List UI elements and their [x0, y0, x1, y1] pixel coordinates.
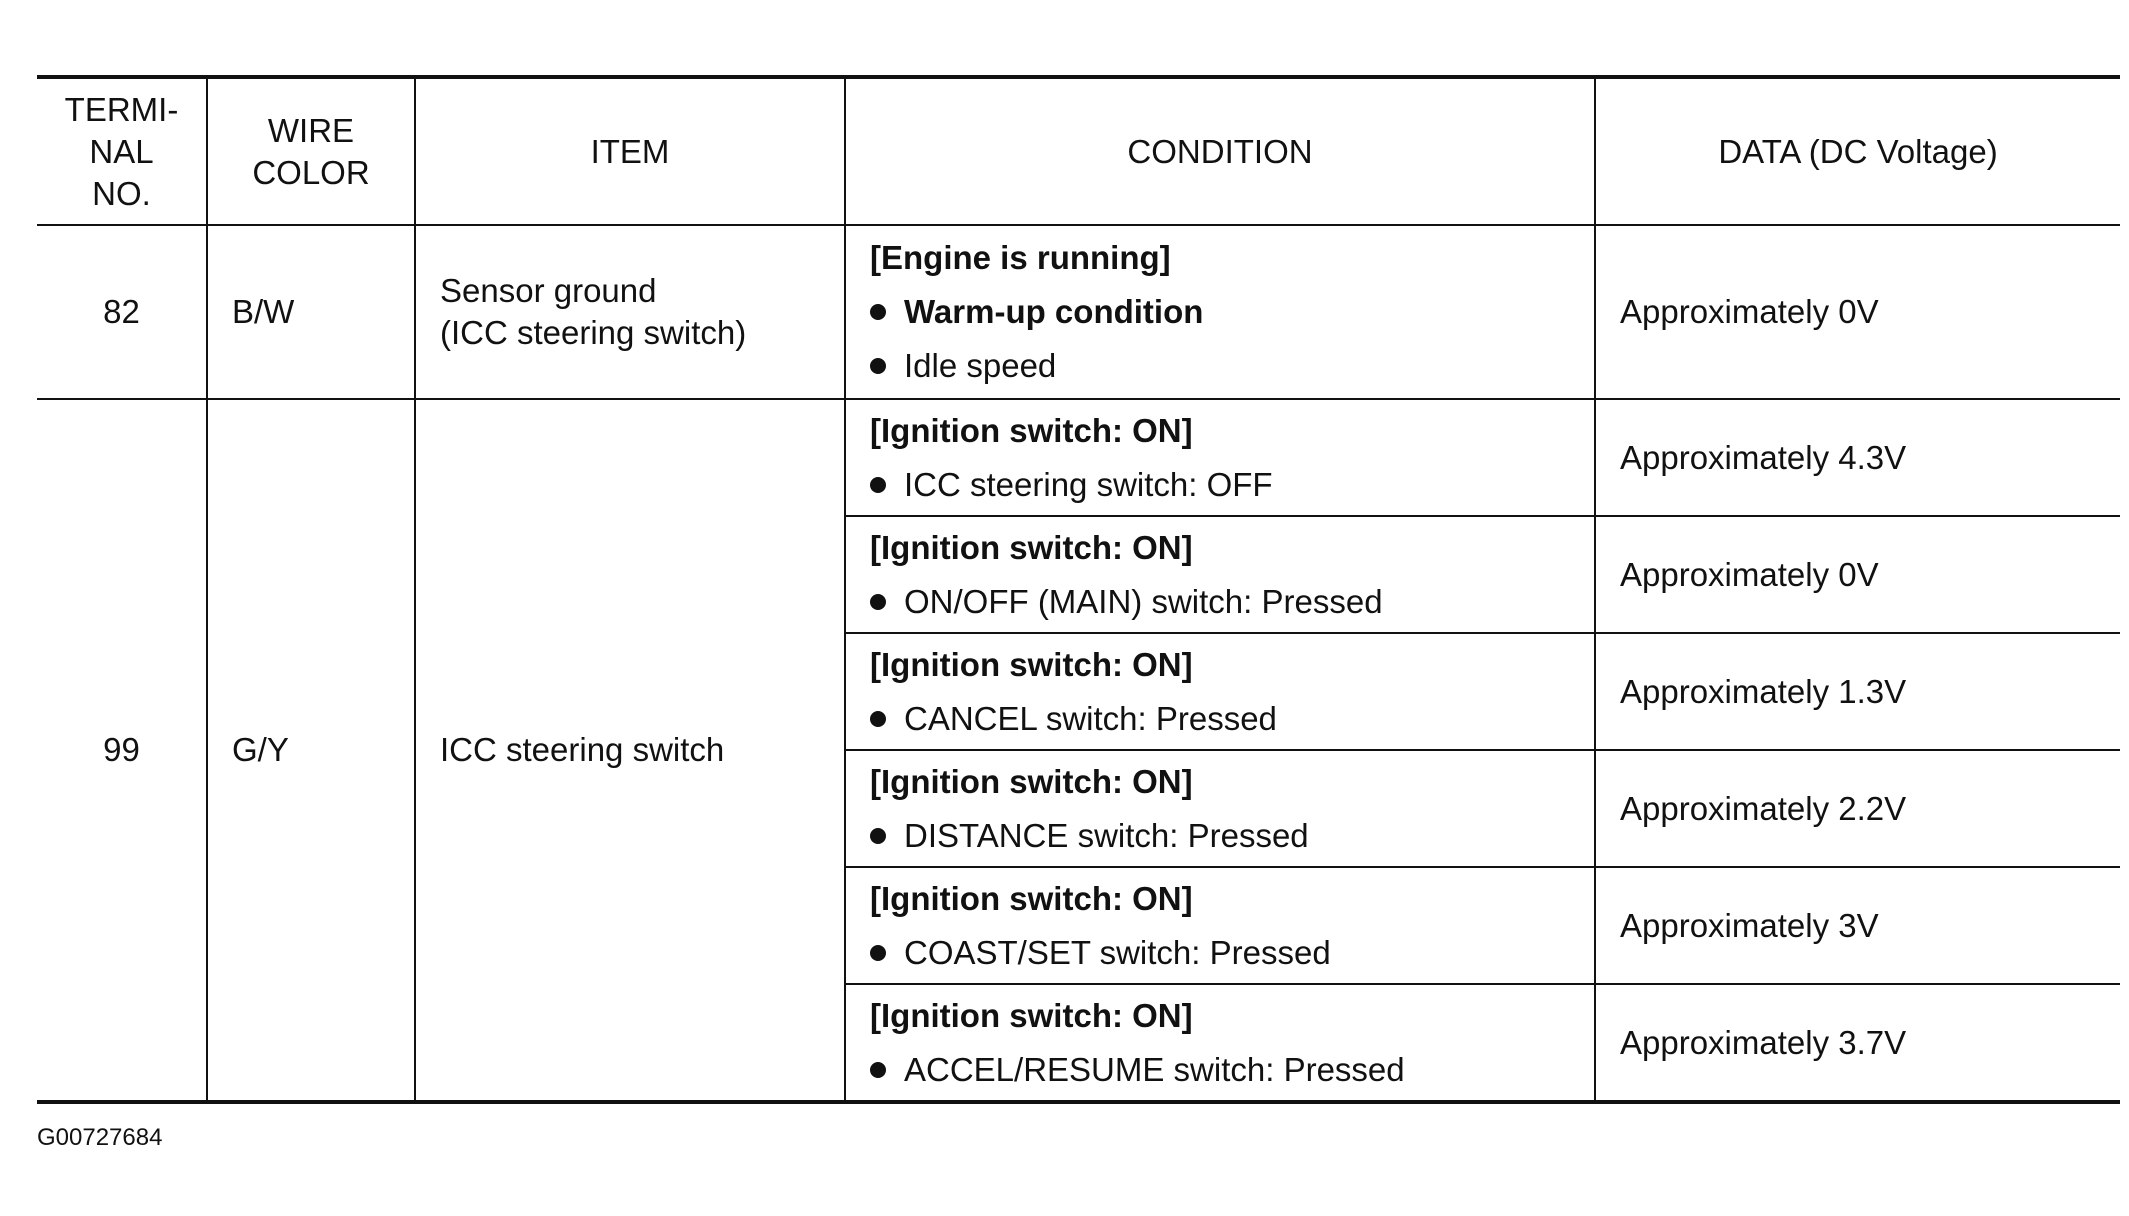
condition-cell [845, 750, 1595, 867]
header-terminal-line: TERMI- [64, 90, 179, 128]
figure-id-label: G00727684 [37, 1124, 163, 1151]
condition-bullet-line [846, 285, 1594, 339]
condition-bullet-text: ACCEL/RESUME switch: Pressed [904, 1050, 1405, 1088]
condition-bullet-text: Warm-up condition [904, 293, 1204, 330]
data-voltage-cell: Approximately 2.2V [1595, 750, 2120, 867]
condition-bullet-line [846, 458, 1594, 512]
bullet-icon [870, 945, 886, 961]
condition-cell [845, 984, 1595, 1102]
header-terminal-no [37, 77, 207, 225]
condition-bullet-line [846, 926, 1594, 980]
condition-heading: [Ignition switch: ON] [870, 879, 1193, 917]
condition-heading: [Ignition switch: ON] [870, 996, 1193, 1034]
condition-bullet-line [846, 809, 1594, 863]
condition-heading: [Engine is running] [870, 239, 1171, 276]
header-wire-line: COLOR [252, 153, 370, 191]
table-row-terminal-82 [37, 225, 2120, 399]
condition-bullet-line [846, 692, 1594, 746]
condition-cell [845, 867, 1595, 984]
header-item: ITEM [415, 77, 845, 225]
terminal-no-cell: 82 [37, 225, 207, 399]
bullet-icon [870, 304, 886, 320]
condition-bullet-text: DISTANCE switch: Pressed [904, 816, 1309, 854]
wire-color-cell: B/W [207, 225, 415, 399]
condition-bullet-text: ICC steering switch: OFF [904, 465, 1273, 503]
condition-cell [845, 399, 1595, 516]
bullet-icon [870, 1062, 886, 1078]
bullet-icon [870, 477, 886, 493]
condition-heading: [Ignition switch: ON] [870, 411, 1193, 449]
header-wire-color [207, 77, 415, 225]
header-condition: CONDITION [845, 77, 1595, 225]
condition-cell [845, 633, 1595, 750]
header-row [37, 77, 2120, 225]
condition-bullet-text: COAST/SET switch: Pressed [904, 933, 1331, 971]
condition-bullet-line [846, 339, 1594, 393]
bullet-icon [870, 358, 886, 374]
data-voltage-cell: Approximately 3.7V [1595, 984, 2120, 1102]
table-row-terminal-99 [37, 399, 2120, 516]
bullet-icon [870, 711, 886, 727]
condition-cell [845, 225, 1595, 399]
data-voltage-cell: Approximately 4.3V [1595, 399, 2120, 516]
data-voltage-cell: Approximately 0V [1595, 225, 2120, 399]
wire-color-cell: G/Y [207, 399, 415, 1102]
header-data: DATA (DC Voltage) [1595, 77, 2120, 225]
condition-cell [845, 516, 1595, 633]
condition-bullet-text: ON/OFF (MAIN) switch: Pressed [904, 582, 1383, 620]
condition-bullet-text: Idle speed [904, 347, 1057, 384]
data-voltage-cell: Approximately 0V [1595, 516, 2120, 633]
bullet-icon [870, 828, 886, 844]
terminal-data-table [37, 75, 2120, 1104]
data-voltage-cell: Approximately 3V [1595, 867, 2120, 984]
data-voltage-cell: Approximately 1.3V [1595, 633, 2120, 750]
condition-bullet-line [846, 1043, 1594, 1097]
condition-bullet-line [846, 575, 1594, 629]
condition-heading: [Ignition switch: ON] [870, 645, 1193, 683]
item-line: (ICC steering switch) [440, 314, 747, 351]
bullet-icon [870, 594, 886, 610]
item-cell: ICC steering switch [415, 399, 845, 1102]
condition-bullet-text: CANCEL switch: Pressed [904, 699, 1277, 737]
header-terminal-line: NAL [89, 132, 154, 170]
condition-heading: [Ignition switch: ON] [870, 762, 1193, 800]
condition-heading: [Ignition switch: ON] [870, 528, 1193, 566]
header-terminal-line: NO. [92, 174, 151, 212]
item-cell [415, 225, 845, 399]
item-line: Sensor ground [440, 272, 657, 309]
terminal-no-cell: 99 [37, 399, 207, 1102]
header-wire-line: WIRE [267, 111, 355, 149]
